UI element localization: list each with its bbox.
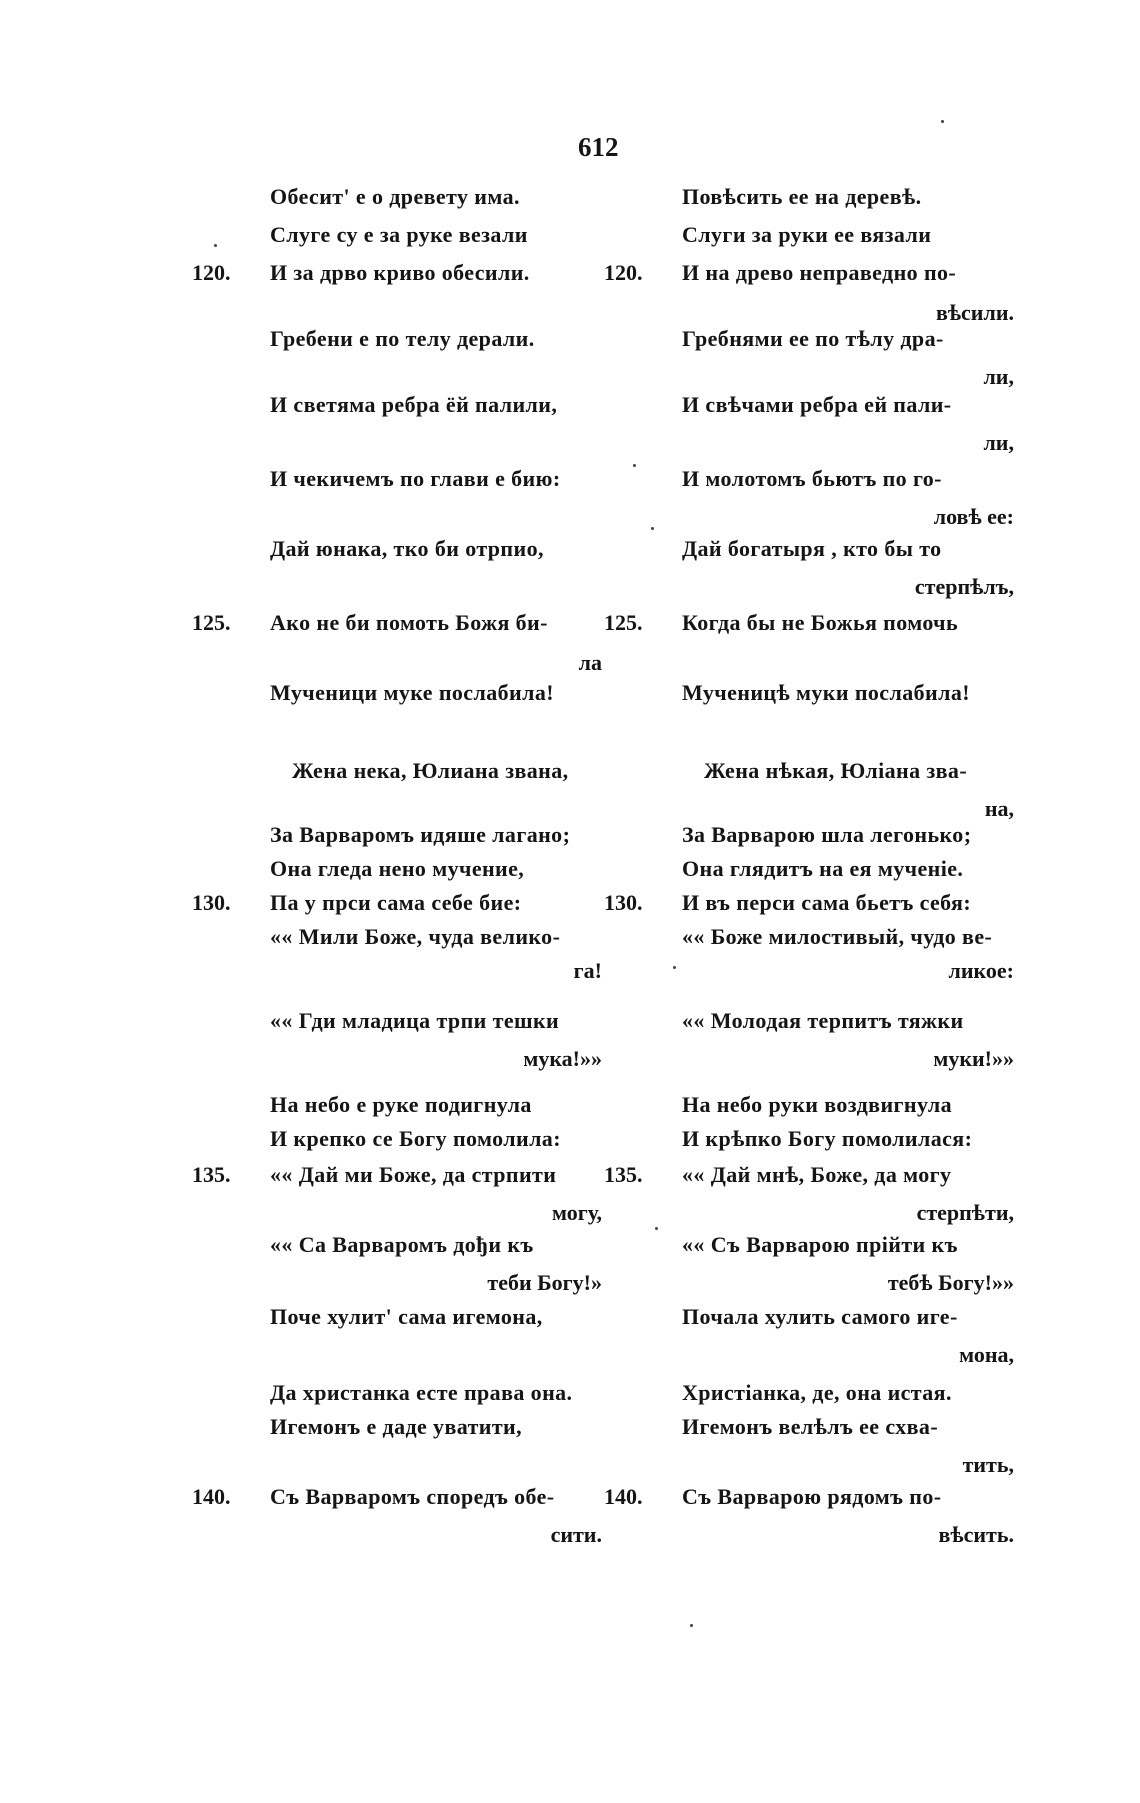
verse-number: 140. — [192, 1484, 231, 1509]
verse-number: 120. — [192, 260, 231, 285]
print-speck — [673, 966, 676, 969]
verse-line-continuation: ловѣ ее: — [933, 504, 1014, 529]
verse-line: И въ перси сама бьетъ себя: — [682, 890, 972, 915]
verse-line: Па у прси сама себе бие: — [270, 890, 522, 915]
verse-line: Повѣсить ее на деревѣ. — [682, 184, 922, 209]
verse-number: 120. — [604, 260, 643, 285]
print-speck — [651, 527, 654, 530]
verse-line: И крепко се Богу помолила: — [270, 1126, 561, 1151]
verse-line: Дай юнака, тко би отрпио, — [270, 536, 544, 561]
verse-line: «« Молодая терпитъ тяжки — [682, 1008, 964, 1033]
verse-number: 125. — [192, 610, 231, 635]
verse-line-continuation: тебѣ Богу!»» — [887, 1270, 1014, 1295]
verse-line-continuation: муки!»» — [933, 1046, 1014, 1071]
verse-line: Гребнями ее по тѣлу дра- — [682, 326, 944, 351]
verse-line-continuation: ла — [578, 650, 602, 675]
verse-line: Христіанка, де, она истая. — [682, 1380, 952, 1405]
verse-line: И молотомъ бьютъ по го- — [682, 466, 942, 491]
verse-line: Игемонъ велѣлъ ее схва- — [682, 1414, 939, 1439]
verse-line: Съ Варваромъ споредъ обе- — [270, 1484, 555, 1509]
verse-line: За Варваромъ идяше лагано; — [270, 822, 571, 847]
verse-number: 130. — [604, 890, 643, 915]
verse-line: Она глядитъ на ея мученіе. — [682, 856, 964, 881]
page-number: 612 — [578, 132, 619, 162]
verse-line: «« Гди младица трпи тешки — [270, 1008, 560, 1033]
verse-number: 135. — [604, 1162, 643, 1187]
verse-line: Почала хулить самого иге- — [682, 1304, 958, 1329]
print-speck — [690, 1624, 693, 1627]
verse-line: Игемонъ е даде уватити, — [270, 1414, 523, 1439]
verse-line: «« Дай мнѣ, Боже, да могу — [682, 1162, 952, 1187]
verse-line: И свѣчами ребра ей пали- — [682, 392, 952, 417]
verse-number: 125. — [604, 610, 643, 635]
verse-line-continuation: стерпѣти, — [916, 1200, 1014, 1225]
verse-line-continuation: тить, — [962, 1452, 1014, 1477]
verse-line-continuation: сити. — [550, 1522, 602, 1547]
verse-line-continuation: теби Богу!» — [487, 1270, 602, 1295]
verse-line-continuation: ликое: — [948, 958, 1014, 983]
verse-line: Да христанка есте права она. — [270, 1380, 573, 1405]
verse-line: И за дрво криво обесили. — [270, 260, 530, 285]
verse-line-continuation: могу, — [552, 1200, 602, 1225]
verse-number: 140. — [604, 1484, 643, 1509]
verse-line-continuation: ли, — [983, 364, 1014, 389]
verse-line: Слуге су е за руке везали — [270, 222, 528, 247]
verse-line: Мученицѣ муки послабила! — [682, 680, 970, 705]
verse-line-continuation: вѣсили. — [935, 300, 1014, 325]
verse-line: Обесит' е о древету има. — [270, 184, 520, 209]
verse-line: «« Съ Варварою прійти къ — [682, 1232, 958, 1257]
print-speck — [633, 464, 636, 467]
verse-line: И на древо неправедно по- — [682, 260, 957, 285]
verse-line: «« Са Варваромъ дођи къ — [270, 1232, 534, 1257]
verse-line: Дай богатыря , кто бы то — [682, 536, 942, 561]
verse-line-continuation: ли, — [983, 430, 1014, 455]
verse-line-continuation: на, — [984, 796, 1014, 821]
verse-line: Съ Варварою рядомъ по- — [682, 1484, 942, 1509]
verse-line: И светяма ребра ёй палили, — [270, 392, 558, 417]
print-speck — [941, 120, 944, 123]
verse-line: «« Мили Боже, чуда велико- — [270, 924, 561, 949]
verse-number: 135. — [192, 1162, 231, 1187]
verse-line: И чекичемъ по глави е бию: — [270, 466, 561, 491]
verse-line-continuation: га! — [573, 958, 602, 983]
verse-line: На небо руки воздвигнула — [682, 1092, 952, 1117]
verse-number: 130. — [192, 890, 231, 915]
verse-line: Мученици муке послабила! — [270, 680, 554, 705]
print-speck — [214, 244, 217, 247]
verse-line: На небо е руке подигнула — [270, 1092, 532, 1117]
verse-line-continuation: стерпѣлъ, — [914, 574, 1014, 599]
verse-line-continuation: мука!»» — [523, 1046, 602, 1071]
verse-line: Она гледа нено мучение, — [270, 856, 525, 881]
verse-line: И крѣпко Богу помолилася: — [682, 1126, 973, 1151]
verse-line: Когда бы не Божья помочь — [682, 610, 959, 635]
verse-line: «« Дай ми Боже, да стрпити — [270, 1162, 557, 1187]
verse-line: Жена нека, Юлиана звана, — [292, 758, 569, 783]
verse-line-continuation: вѣсить. — [938, 1522, 1014, 1547]
print-speck — [655, 1227, 658, 1230]
verse-line: Ако не би помоть Божя би- — [270, 610, 548, 635]
verse-line: Поче хулит' сама игемона, — [270, 1304, 543, 1329]
verse-line: За Варварою шла легонько; — [682, 822, 972, 847]
verse-line: Жена нѣкая, Юліана зва- — [704, 758, 968, 783]
verse-line-continuation: мона, — [959, 1342, 1014, 1367]
verse-line: Гребени е по телу дерали. — [270, 326, 535, 351]
verse-line: Слуги за руки ее вязали — [682, 222, 932, 247]
verse-line: «« Боже милостивый, чудо ве- — [682, 924, 993, 949]
